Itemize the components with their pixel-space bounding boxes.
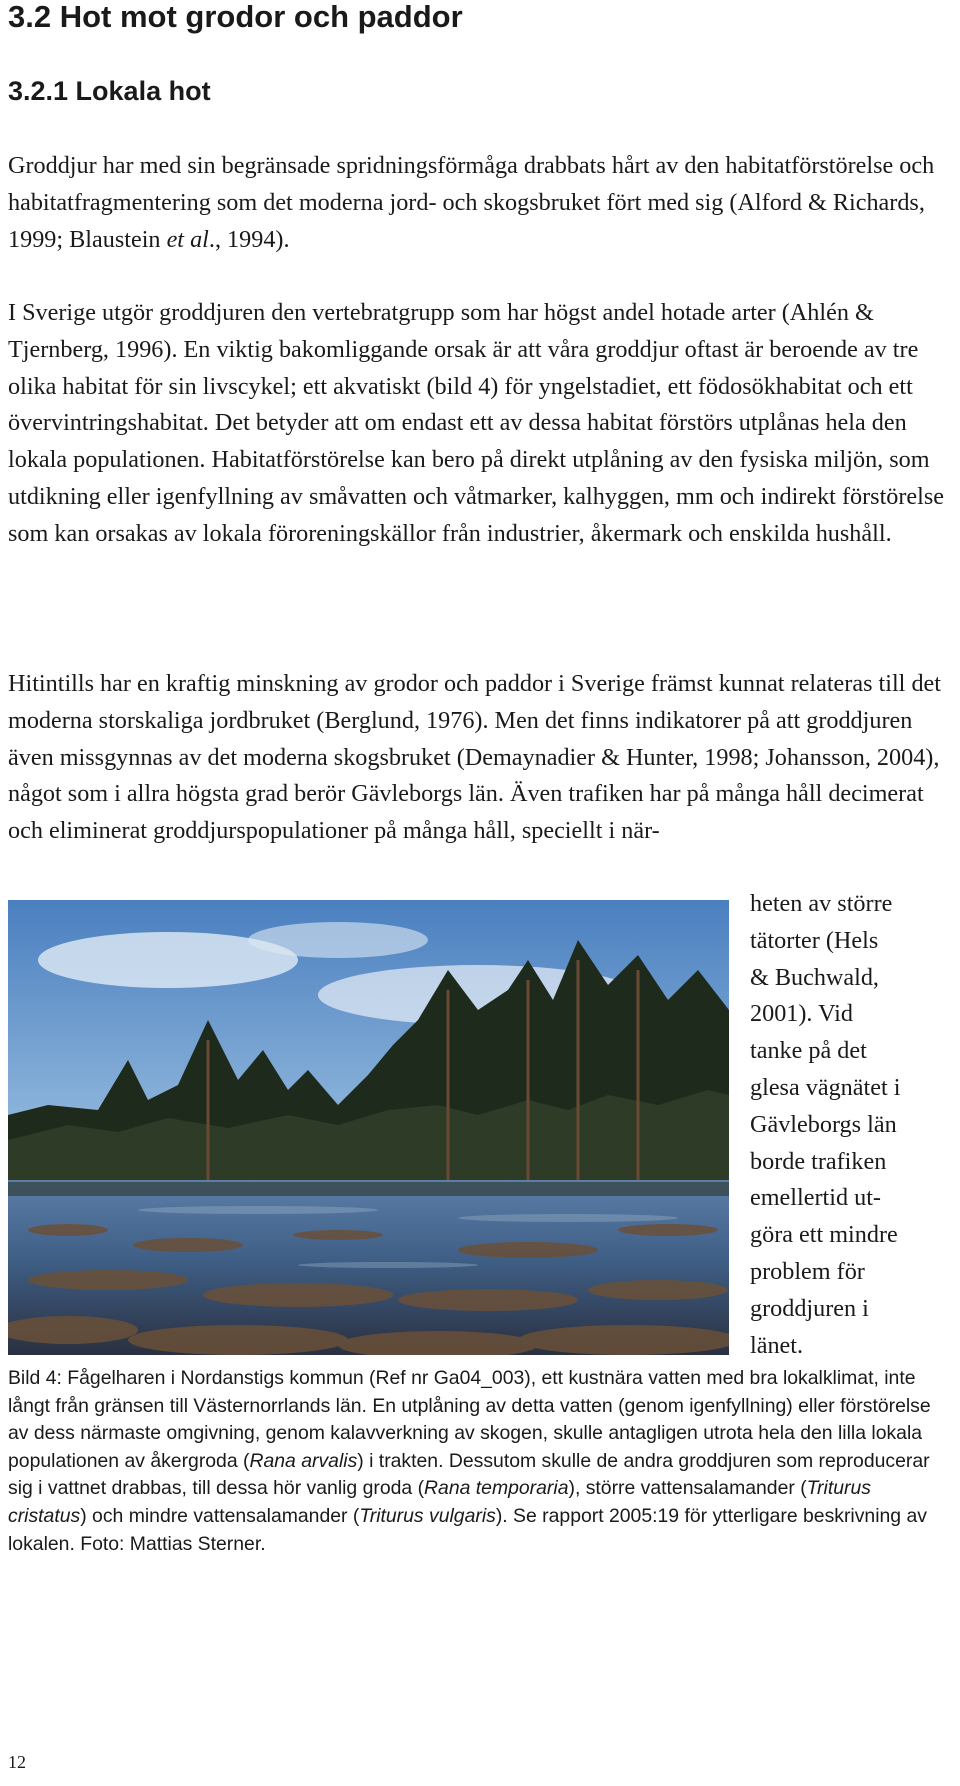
paragraph-decline: Hitintills har en kraftig minskning av grodor och paddor i Sverige främst kunnat relateras till det moderna storskaliga jordbruket (Berglund, 1976). Men det finns indikatorer på att groddjuren även missgynnas av det moderna skogsbruket (Demaynadier & Hunter, 1998; Johansson, 2004), något som i allra högsta grad berör Gävleborgs län. Även trafiken har på många håll decimerat och eliminerat groddjurspopulationer på många håll, speciellt i när- bbox=[8, 670, 942, 845]
caption-text: ), större vattensalamander ( bbox=[568, 1477, 807, 1500]
wrapped-line: länet. bbox=[750, 1331, 804, 1359]
wrapped-line: Gävleborgs län bbox=[750, 1110, 897, 1138]
paragraph-intro-end: ., 1994). bbox=[208, 225, 290, 253]
wrapped-line: heten av större bbox=[750, 890, 893, 917]
wrapped-line: glesa vägnätet i bbox=[750, 1073, 901, 1101]
caption-species: Rana arvalis bbox=[249, 1449, 358, 1472]
section-heading: 3.2 Hot mot grodor och paddor bbox=[8, 0, 463, 34]
wrapped-line: problem för bbox=[750, 1257, 865, 1285]
subsection-heading: 3.2.1 Lokala hot bbox=[8, 76, 211, 106]
wrapped-line: & Buchwald, bbox=[750, 963, 879, 991]
photo-caption bbox=[8, 1365, 953, 1558]
caption-text: Bild 4: Fågelharen i Nordanstigs kommun (Ref nr Ga04_003), ett kustnära vatten med bra lokalklimat, inte långt från gränsen till Västernorrlands län. En utplåning av detta vatten (genom igenfyllning) eller förstörelse av dess närmaste omgivning, genom kalavverkning av skogen, skulle antagligen utrota hela den lilla lokala populationen av åkergroda ( bbox=[8, 1367, 931, 1472]
wrapped-line: groddjuren i bbox=[750, 1294, 869, 1322]
wrapped-line: 2001). Vid bbox=[750, 1000, 853, 1028]
paragraph-intro bbox=[8, 148, 948, 258]
wrapped-text-column bbox=[750, 886, 955, 1364]
wrapped-line: tätorter (Hels bbox=[750, 926, 879, 954]
caption-text: ) i trakten. Dessutom skulle de andra groddjuren som reproducerar sig i vattnet drabbas, till dessa hör vanlig groda ( bbox=[8, 1449, 930, 1500]
paragraph-habitat: I Sverige utgör groddjuren den vertebratgrupp som har högst andel hotade arter (Ahlén & Tjernberg, 1996). En viktig bakomliggande orsak är att våra groddjur oftast är beroende av tre olika habitat för sin livscykel; ett akvatiskt (bild 4) för yngelstadiet, ett födosökhabitat och ett övervintringshabitat. Det betyder att om endast ett av dessa habitat förstörs utplånas hela den lokala populationen. Habitatförstörelse kan bero på direkt utplåning av den fysiska miljön, som utdikning eller igenfyllning av småvatten och våtmarker, kalhyggen, mm och indirekt förstörelse som kan orsakas av lokala föroreningskällor från industrier, åkermark och enskilda hushåll. bbox=[8, 299, 945, 547]
caption-species: Rana temporaria bbox=[424, 1477, 569, 1500]
paragraph-intro-italic: et al bbox=[166, 225, 209, 253]
caption-species: Triturus vulgaris bbox=[359, 1504, 496, 1527]
wrapped-line: göra ett mindre bbox=[750, 1221, 898, 1249]
caption-text: ). Se rapport 2005:19 för ytterligare beskrivning av lokalen. Foto: Mattias Sterner. bbox=[8, 1504, 927, 1555]
paragraph-intro-text: Groddjur har med sin begränsade spridningsförmåga drabbats hårt av den habitatförstörelse och habitatfragmentering som det moderna jord- och skogsbruket fört med sig (Alford & Richards, 1999; Blaustein bbox=[8, 152, 935, 253]
page-number: 12 bbox=[8, 1752, 26, 1772]
caption-species: Triturus cristatus bbox=[8, 1477, 871, 1527]
caption-text: ) och mindre vattensalamander ( bbox=[80, 1504, 360, 1527]
wrapped-line: tanke på det bbox=[750, 1037, 867, 1065]
pond-photo bbox=[8, 900, 729, 1355]
wrapped-line: emellertid ut- bbox=[750, 1184, 881, 1212]
wrapped-line: borde trafiken bbox=[750, 1147, 887, 1175]
